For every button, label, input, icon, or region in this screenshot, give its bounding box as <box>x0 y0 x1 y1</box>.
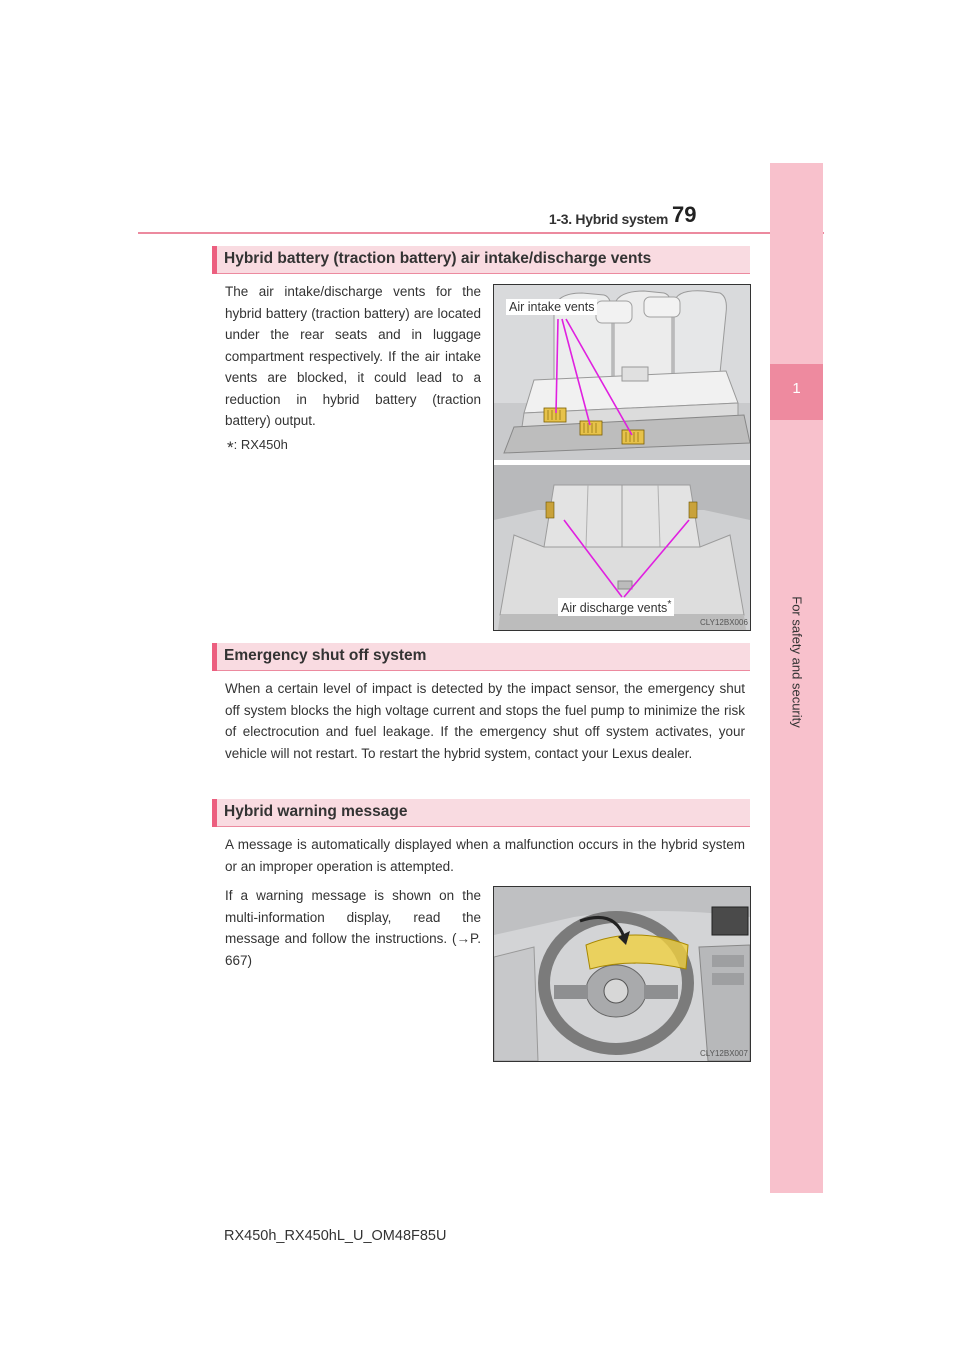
model-note: *: RX450h <box>227 437 288 457</box>
chapter-label: For safety and security <box>789 596 805 728</box>
header-rule <box>138 232 824 234</box>
air-discharge-label: Air discharge vents* <box>558 598 674 616</box>
emergency-body: When a certain level of impact is detected by the impact sensor, the emergency shut off system blocks the high voltage current and stops the fuel pump to minimize the risk of electrocution and fuel leakage. If the emergency shut off system activates, your vehicle will not restart. To restart the hybrid system, contact your Lexus dealer. <box>225 681 745 761</box>
dashboard-illustration <box>493 886 751 1062</box>
vents-illustration-graphic <box>494 285 750 630</box>
heading-marker <box>212 799 217 827</box>
figure-code: CLY12BX006 <box>700 618 748 627</box>
heading-marker <box>212 643 217 671</box>
figure-code: CLY12BX007 <box>700 1049 748 1058</box>
heading-text: Hybrid warning message <box>224 803 408 820</box>
heading-marker <box>212 246 217 274</box>
warning-body-1: A message is automatically displayed when a malfunction occurs in the hybrid system or an improper operation is attempted. <box>225 837 745 874</box>
vents-illustration <box>493 284 751 631</box>
heading-text: Hybrid battery (traction battery) air intake/discharge vents <box>224 250 652 267</box>
chapter-number: 1 <box>792 380 801 397</box>
heading-emergency <box>212 643 750 671</box>
dashboard-illustration-graphic <box>494 887 750 1061</box>
heading-text: Emergency shut off system <box>224 647 427 664</box>
document-id: RX450h_RX450hL_U_OM48F85U <box>224 1228 447 1244</box>
heading-warning <box>212 799 750 827</box>
air-intake-label: Air intake vents <box>506 299 597 315</box>
page-number: 79 <box>672 202 697 227</box>
heading-vents <box>212 246 750 274</box>
section-title: 1-3. Hybrid system <box>548 211 668 227</box>
warning-body-2: If a warning message is shown on the multi-information display, read the message and follow the instructions. (→P. 667) <box>225 888 481 968</box>
vents-body: The air intake/discharge vents for the hybrid battery (traction battery) are located under the rear seats and in luggage compartment respectively. If the air intake vents are blocked, it could lead to a reduction in hybrid battery (traction battery) output. <box>225 284 481 428</box>
